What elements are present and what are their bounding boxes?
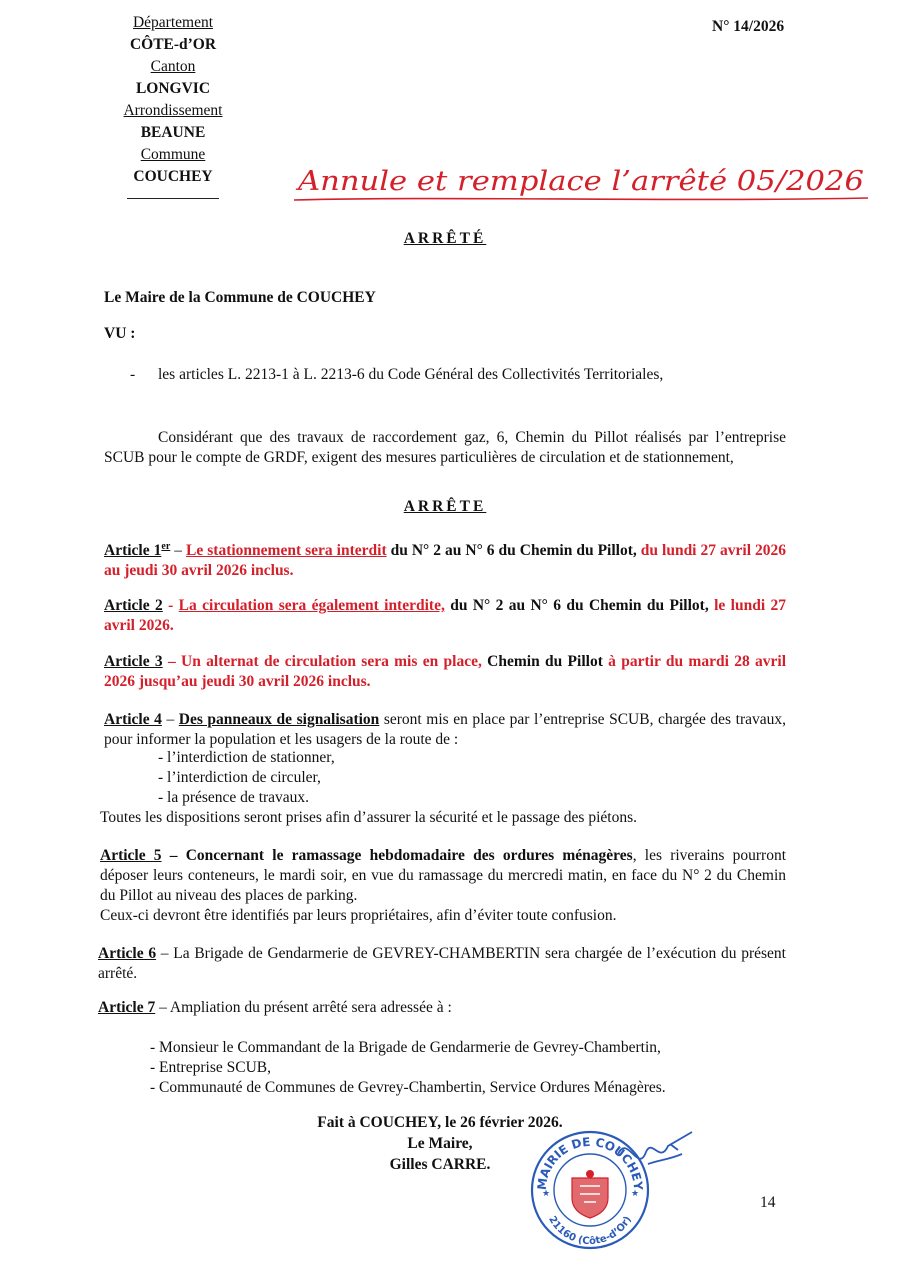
handwritten-underline: [294, 198, 868, 200]
canton-value: LONGVIC: [135, 80, 211, 97]
mayor-signature: [608, 1124, 698, 1194]
place-date: Fait à COUCHEY, le 26 février 2026.: [317, 1114, 563, 1131]
article-7-label: Article 7: [98, 999, 156, 1016]
list-item: - l’interdiction de stationner,: [158, 749, 335, 766]
header-divider: [127, 198, 219, 199]
arrondissement-value: BEAUNE: [140, 124, 206, 141]
list-item: - Entreprise SCUB,: [150, 1059, 271, 1076]
article-1-label: Article 1: [104, 542, 162, 560]
article-7-list: [150, 1038, 770, 1098]
article-3-location: Chemin du Pillot: [481, 653, 603, 670]
article-5: [100, 846, 786, 906]
article-6-text: – La Brigade de Gendarmerie de GEVREY-CHAMBERTIN sera chargée de l’exécution du présent arrêté.: [98, 945, 786, 982]
handwritten-note-text: Annule et remplace l’arrêté 05/2026: [294, 166, 864, 197]
stamp-top-text: MAIRIE DE COUCHEY: [534, 1134, 646, 1191]
vu-dash: -: [130, 366, 136, 383]
article-2-prohibition: La circulation sera également interdite,: [178, 597, 445, 614]
departement-value: CÔTE-d’OR: [129, 36, 217, 53]
canton-label: Canton: [150, 58, 196, 75]
article-1-location: du N° 2 au N° 6 du Chemin du Pillot,: [386, 542, 637, 560]
decision-title: ARRÊTE: [403, 498, 487, 515]
article-7-text: – Ampliation du présent arrêté sera adressée à :: [155, 999, 452, 1016]
list-item: - la présence de travaux.: [158, 789, 310, 806]
article-3: [104, 652, 786, 692]
article-6: [98, 944, 786, 984]
article-2-dates: le lundi 27 avril 2026.: [104, 597, 786, 634]
list-item: - Communauté de Communes de Gevrey-Chambertin, Service Ordures Ménagères.: [150, 1079, 666, 1096]
document-number: N° 14/2026: [712, 18, 785, 35]
article-5-label: Article 5: [100, 847, 162, 864]
vu-item: [130, 366, 780, 384]
article-6-label: Article 6: [98, 945, 157, 962]
article-3-measure: – Un alternat de circulation sera mis en place,: [162, 653, 482, 670]
signatory-name: Gilles CARRE.: [389, 1156, 491, 1173]
arrondissement-label: Arrondissement: [123, 102, 223, 119]
handwritten-annotation: [292, 156, 872, 210]
administrative-header: [108, 12, 238, 199]
article-2-label: Article 2: [104, 597, 163, 614]
article-1-prohibition: Le stationnement sera interdit: [186, 542, 387, 560]
coat-of-arms-icon: [572, 1170, 608, 1218]
article-5-text: , les riverains pourront déposer leurs conteneurs, le mardi soir, en vue du ramassage du mercredi matin, en face du N° 2 du Chemin du Pillot au niveau des places de parking.: [100, 847, 786, 904]
document-title: ARRÊTÉ: [403, 230, 487, 247]
article-1: [104, 537, 786, 581]
vu-label: VU :: [104, 325, 136, 342]
article-1-sep: –: [170, 542, 187, 560]
signatory-role: Le Maire,: [407, 1135, 473, 1152]
stamp-star-left-icon: ★: [542, 1189, 551, 1199]
stamp-bottom-text: 21160 (Côte-d’Or): [546, 1214, 634, 1248]
stamp-star-right-icon: ★: [631, 1189, 640, 1199]
page-number: 14: [760, 1194, 776, 1211]
article-4-label: Article 4: [104, 711, 162, 728]
article-2-location: du N° 2 au N° 6 du Chemin du Pillot,: [444, 597, 709, 614]
article-5-closing: Ceux-ci devront être identifiés par leurs propriétaires, afin d’éviter toute confusion.: [100, 907, 617, 924]
article-4-closing: Toutes les dispositions seront prises afin d’assurer la sécurité et le passage des piétons.: [100, 809, 637, 826]
article-4-sep: –: [161, 711, 179, 728]
article-4-list: [158, 748, 758, 808]
mayor-line: Le Maire de la Commune de COUCHEY: [104, 289, 376, 306]
commune-label: Commune: [140, 146, 206, 163]
article-3-dates: à partir du mardi 28 avril 2026 jusqu’au jeudi 30 avril 2026 inclus.: [104, 653, 786, 690]
article-5-subject: – Concernant le ramassage hebdomadaire des ordures ménagères: [161, 847, 633, 864]
article-1-dates: du lundi 27 avril 2026 au jeudi 30 avril 2026 inclus.: [104, 542, 787, 580]
list-item: - l’interdiction de circuler,: [158, 769, 321, 786]
article-7: [98, 998, 780, 1018]
departement-label: Département: [132, 14, 214, 31]
article-4: [104, 710, 786, 750]
commune-value: COUCHEY: [133, 168, 213, 185]
vu-item-text: les articles L. 2213-1 à L. 2213-6 du Code Général des Collectivités Territoriales,: [158, 366, 664, 383]
considerant-paragraph: Considérant que des travaux de raccordement gaz, 6, Chemin du Pillot réalisés par l’entreprise SCUB pour le compte de GRDF, exigent des mesures particulières de circulation et de stationnement,: [104, 429, 786, 466]
article-2: [104, 596, 786, 636]
article-4-text: seront mis en place par l’entreprise SCUB, chargée des travaux, pour informer la population et les usagers de la route de :: [104, 711, 786, 748]
article-3-label: Article 3: [104, 653, 163, 670]
article-4-signage: Des panneaux de signalisation: [178, 711, 380, 728]
article-2-sep: -: [162, 597, 179, 614]
list-item: - Monsieur le Commandant de la Brigade de Gendarmerie de Gevrey-Chambertin,: [150, 1039, 661, 1056]
article-1-sup: er: [161, 541, 171, 552]
